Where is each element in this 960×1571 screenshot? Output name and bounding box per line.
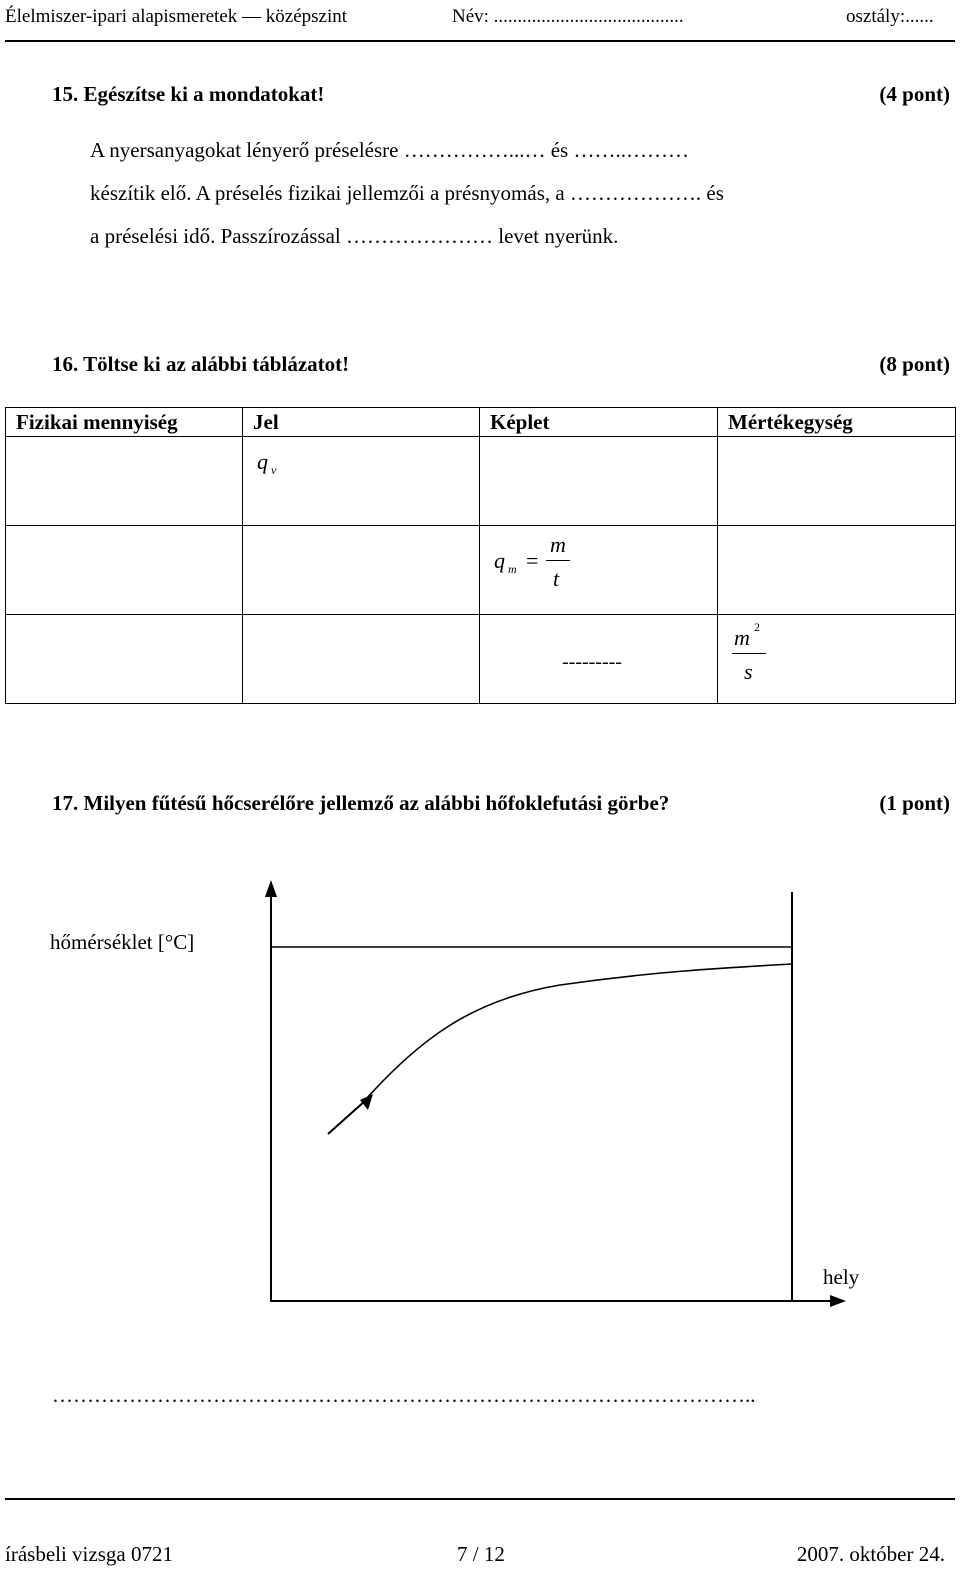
q15-points: (4 pont) (879, 82, 950, 106)
col-header-formula: Képlet (480, 408, 718, 437)
flow-direction-arrowhead (360, 1094, 373, 1110)
x-axis-arrowhead (830, 1295, 846, 1307)
q17-points: (1 pont) (879, 791, 950, 815)
q15-line-3: a préselési idő. Passzírozással ………………… levet nyerünk. (90, 224, 619, 248)
formula-qm: q (494, 548, 505, 573)
q17-answer-line[interactable]: ……………………………………………………………………………………….. (52, 1383, 756, 1407)
unit-exponent: 2 (754, 620, 760, 634)
flow-direction-arrow (328, 1100, 366, 1134)
x-axis-label: hely (823, 1265, 860, 1289)
unit-numerator: m (734, 625, 750, 650)
formula-denominator: t (553, 566, 560, 591)
q16-title: 16. Töltse ki az alábbi táblázatot! (52, 352, 350, 376)
q15-line-2: készítik elő. A préselés fizikai jellemzői a présnyomás, a ………………. és (90, 181, 724, 205)
formula-dashes: --------- (562, 651, 622, 673)
footer-rule (5, 1498, 955, 1500)
col-header-symbol: Jel (243, 408, 480, 437)
col-header-unit: Mértékegység (718, 408, 956, 437)
symbol-qv-sub: v (271, 463, 277, 477)
col-header-quantity: Fizikai mennyiség (6, 408, 243, 437)
formula-qm-sub: m (508, 562, 517, 576)
header-class-field: osztály:...... (846, 6, 934, 27)
footer-date: 2007. október 24. (796, 1542, 945, 1566)
footer-page-number: 7 / 12 (457, 1542, 505, 1566)
y-axis-label: hőmérséklet [°C] (50, 930, 195, 954)
q15-title: 15. Egészítse ki a mondatokat! (52, 82, 325, 106)
q17-title: 17. Milyen fűtésű hőcserélőre jellemző az alábbi hőfoklefutási görbe? (52, 791, 670, 815)
q15-line-1: A nyersanyagokat lényerő préselésre ……………...… és ……..……… (90, 138, 689, 162)
footer-exam-code: írásbeli vizsga 0721 (5, 1542, 173, 1566)
formula-numerator: m (550, 532, 566, 557)
product-temperature-curve (365, 964, 792, 1100)
formula-equals: = (526, 548, 539, 573)
header-subject: Élelmiszer-ipari alapismeretek — középszint (5, 6, 348, 27)
y-axis-arrowhead (265, 880, 277, 897)
header-name-field: Név: ........................................ (452, 6, 684, 27)
unit-denominator: s (744, 659, 753, 684)
symbol-qv: q (257, 449, 268, 474)
q16-points: (8 pont) (879, 352, 950, 376)
